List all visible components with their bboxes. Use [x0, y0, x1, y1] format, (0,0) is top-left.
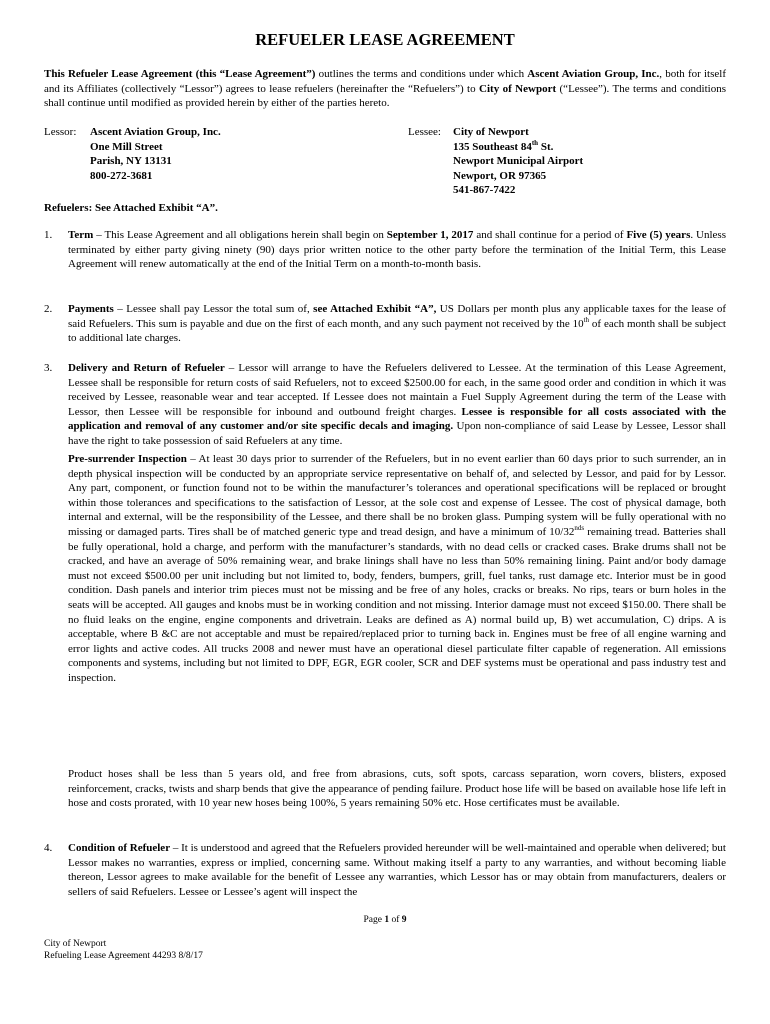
intro-paragraph — [44, 67, 726, 111]
intro-agreement-name: This Refueler Lease Agreement (this “Lease Agreement”) — [44, 68, 316, 80]
lessee-name: City of Newport — [453, 126, 529, 138]
term-start-date: September 1, 2017 — [386, 229, 474, 241]
footer-line2: Refueling Lease Agreement 44293 8/8/17 — [44, 951, 203, 961]
intro-text: outlines the terms and conditions under which — [315, 68, 528, 80]
section-payments: 2. Payments – Lessee shall pay Lessor the total sum of, see Attached Exhibit “A”, US Dollars per month plus any applicable taxes for the lease of said Refuelers. This sum is payable and due on the first of each month, and any such payment not received by the 10th of each month shall be subject to additional late charges. — [44, 303, 726, 345]
pre-surrender-inspection: Pre-surrender Inspection – At least 30 days prior to surrender of the Refuelers, but in no event earlier than 60 days prior to such surrender, an in depth physical inspection will be conducted by an appropriate service representative on behalf of, and selected by Lessor, and paid for by Lessor. Any part, component, or function found not to be within the manufacturer’s tolerances and operational specifications will be replaced or brought within those tolerances and specifications to the satisfaction of Lessor, at the sole cost and expense of Lessee. The cost of physical damage, both internal and external, will be the responsibility of the Lessee, and there shall be no broken glass. Pumping system will be fully operational with no missing or damaged parts. Tires shall be of matched generic type and tread design, and have a minimum of $10/32^{nds}$ remaining tread. Batteries shall be fully operational, hold a charge, and perform with the manufacturer’s standards, with no dead cells or cracked cases. Brake drums shall not be cracked, and have an average of 50% remaining wear, and brake linings shall have no less than 50% remaining lining. Paint and/or body damage must not exceed $500.00 per unit including but not limited to, body, fenders, bumpers, grill, fuel tanks, rust damage etc. Interior must be in good condition. Dash panels and interior trim pieces must not be missing and be free of any holes, cracks or breaks. No rips, tears or burn holes in the seats will be accepted. All gauges and knobs must be in working condition and not missing. Interior damage must not exceed $150.00. There shall be no fluid leaks on the engine, engine components and drivetrain. Leaks are defined as A) normal build up, B) wet accumulation, C) drips. A is acceptable, where B &C are not acceptable and must be repaired/replaced prior to turning back in. Engines must be free of all engine warning and error lights and active codes. All trucks 2008 and newer must have an operational diesel particulate filter capable of regeneration. All emissions components and systems, including but not limited to DPF, EGR, EGR cooler, SCR and DEF systems must be operational and pass industry test and inspection. — [68, 453, 727, 684]
intro-text: , both for itself and its Affiliates (collectively “Lessor”) agrees to lease refuelers (hereinafter the “Refuelers”) to — [44, 68, 726, 95]
payments-exhibit-ref: see Attached Exhibit “A”, — [313, 303, 437, 315]
product-hoses-paragraph: Product hoses shall be less than 5 years old, and free from abrasions, cuts, soft spots, carcass separation, worn covers, blisters, exposed reinforcement, cracks, twists and sharp bends that give the appearance of pending failure. Product hose life will be based on available hose life left in hose and costs prorated, with 10 year new hoses being 100%, 5 years remaining 50% etc. Hose certificates must be available. — [68, 768, 726, 810]
lessor-address-line2: Parish, NY 13131 — [90, 155, 172, 168]
section-number: 3. — [44, 362, 53, 374]
lessor-label: Lessor: — [44, 126, 77, 138]
footer-document-info — [44, 938, 203, 962]
page-number: Page 1 of 9 — [363, 915, 407, 925]
section-heading: Pre-surrender Inspection — [68, 453, 187, 465]
intro-lessee-name: City of Newport — [479, 82, 557, 95]
lessor-phone: 800-272-3681 — [90, 169, 153, 182]
delivery-decals-clause: Lessee is responsible for all costs associated with the application and removal of any customer and/or site specific decals and imaging. — [68, 405, 726, 433]
lessor-address-line1: One Mill Street — [90, 140, 163, 153]
lessee-address-line2: Newport Municipal Airport — [453, 155, 584, 168]
lessee-address-line1: 135 Southeast 84th St. — [453, 138, 554, 153]
lessor-name: Ascent Aviation Group, Inc. — [90, 126, 221, 138]
section-number: 2. — [44, 303, 53, 315]
section-heading: Term — [68, 229, 94, 241]
intro-lessor-name: Ascent Aviation Group, Inc. — [527, 68, 660, 80]
refuelers-line: Refuelers: See Attached Exhibit “A”. — [44, 202, 218, 214]
lessee-label: Lessee: — [408, 126, 441, 138]
section-term: 1. Term – This Lease Agreement and all obligations herein shall begin on September 1, 2017 and shall continue for a period of Five (5) years. Unless terminated by either party giving ninety (90) days prior written notice to the other party before the termination of the Initial Term, this Lease Agreement will renew automatically at the end of the Initial Term on a month-to-month basis. — [44, 229, 726, 271]
lessee-address-line3: Newport, OR 97365 — [453, 169, 547, 182]
term-period: Five (5) years — [626, 229, 691, 241]
parties-block — [44, 125, 726, 197]
section-number: 4. — [44, 842, 53, 854]
section-heading: Payments — [68, 303, 114, 315]
section-delivery: 3. Delivery and Return of Refueler – Lessor will arrange to have the Refuelers delivered to Lessee. At the termination of this Lease Agreement, Lessee shall be responsible for return costs of said Refuelers, not to exceed $2500.00 for each, in the same good order and condition in which it was received by Lessee, reasonable wear and tear accepted. If Lessee does not maintain a Fuel Supply Agreement during the term of the Lease with Lessor, then Lessee will be responsible for inbound and outbound freight charges. Lessee is responsible for all costs associated with the application and removal of any customer and/or site specific decals and imaging. Upon non-compliance of said Lease by Lessee, Lessor shall have the right to take possession of said Refuelers at any time. — [44, 362, 726, 447]
section-heading: Condition of Refueler — [68, 842, 171, 854]
lessee-phone: 541-867-7422 — [453, 184, 516, 197]
section-condition: 4. Condition of Refueler – It is understood and agreed that the Refuelers provided hereunder will be well-maintained and operable when delivered; but Lessor makes no warranties, express or implied, concerning same. Without making itself a party to any warranties, and without becoming liable thereon, Lessor agrees to make available for the benefit of Lessee any warranties, which Lessor has or may obtain from manufacturers, dealers or sellers of said Refuelers. Lessee or Lessee’s agent will inspect the — [44, 842, 726, 898]
section-heading: Delivery and Return of Refueler — [68, 362, 225, 374]
document-title: REFUELER LEASE AGREEMENT — [255, 30, 515, 49]
section-number: 1. — [44, 229, 53, 241]
footer-line1: City of Newport — [44, 939, 107, 949]
intro-text: (“Lessee”). The terms and conditions shall continue until modified as provided herein by either of the parties hereto. — [44, 82, 726, 110]
